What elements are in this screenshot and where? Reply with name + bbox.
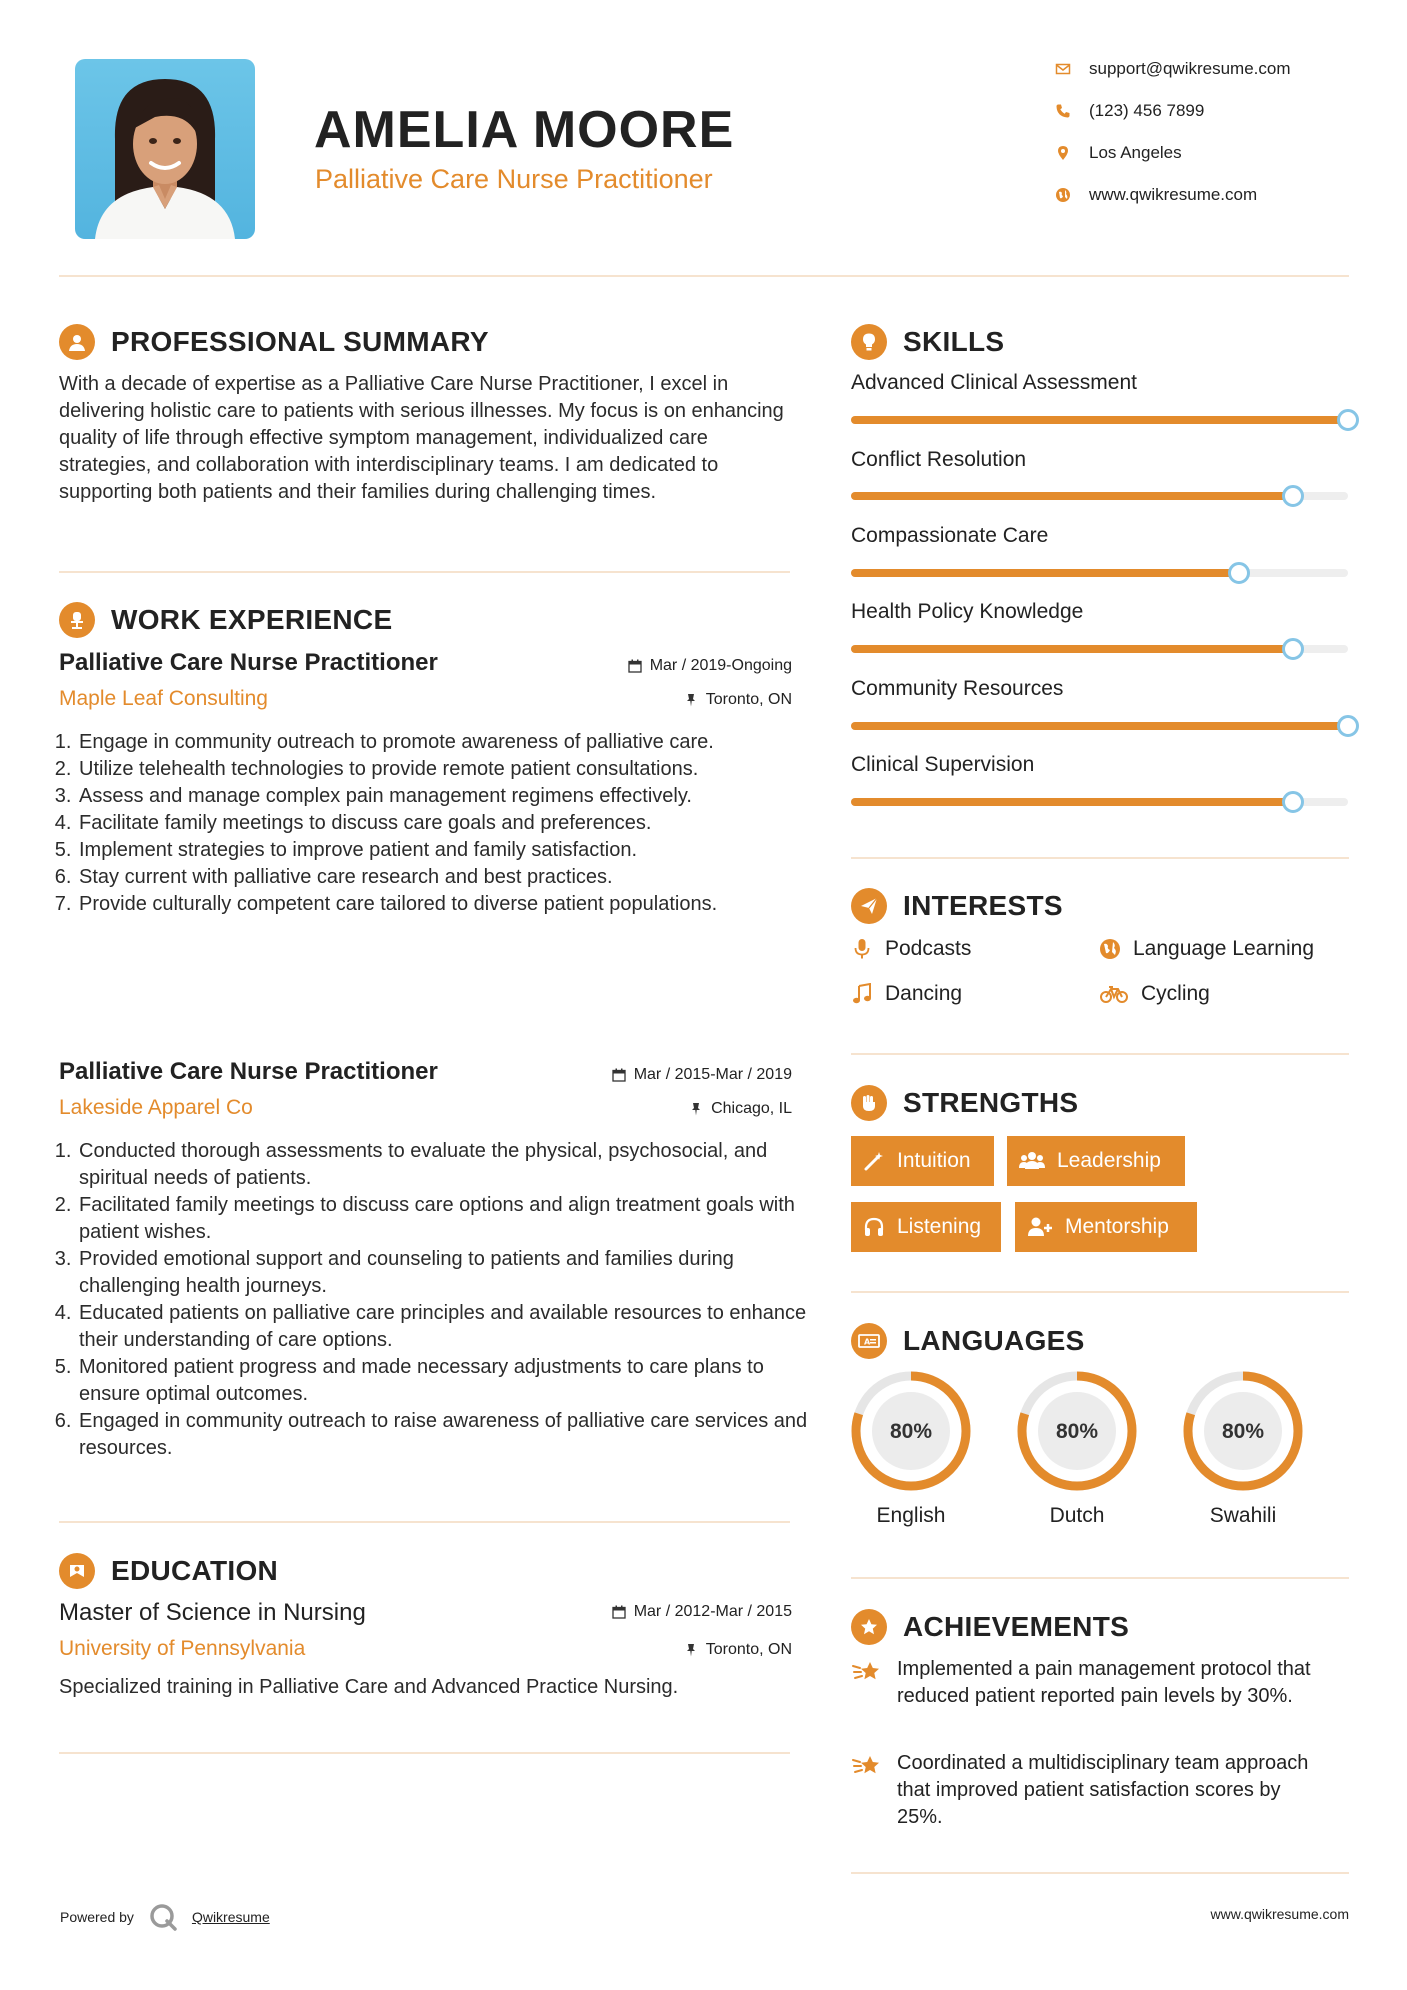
ring-percent: 80% [1221, 1420, 1265, 1443]
duty-item: 6. Engaged in community outreach to raise awareness of palliative care services and resources. [77, 1408, 809, 1462]
header-divider [59, 275, 1349, 277]
languages-title: LANGUAGES [903, 1325, 1085, 1356]
duty-item: 5. Monitored patient progress and made necessary adjustments to care plans to ensure optimal outcomes. [77, 1354, 809, 1408]
duty-item: 6. Stay current with palliative care research and best practices. [77, 864, 809, 891]
ring-percent: 80% [889, 1420, 933, 1443]
job-2-dates-text: Mar / 2015-Mar / 2019 [633, 1066, 792, 1083]
strength-badge-leadership [1007, 1136, 1185, 1186]
skill-name: Clinical Supervision [851, 753, 1035, 776]
skill-bar [851, 492, 1348, 500]
summary-text: With a decade of expertise as a Palliative Care Nurse Practitioner, I excel in delivering holistic care to patients with serious illnesses. My focus is on enhancing quality of life through effective symptom management, individualized care strategies, and collaboration with interdisciplinary teams. I am dedicated to supporting both patients and their families during challenging times. [59, 373, 784, 503]
education-location [684, 1641, 792, 1659]
job-2-title: Palliative Care Nurse Practitioner [59, 1058, 438, 1085]
summary-heading [59, 324, 489, 360]
globe-icon [1099, 938, 1121, 960]
skill-name: Conflict Resolution [851, 448, 1027, 471]
contact-email[interactable] [1055, 59, 1291, 79]
profile-photo [75, 59, 255, 239]
language-ring [1015, 1369, 1139, 1493]
job-1-dates [628, 657, 792, 675]
language-card-icon [851, 1323, 887, 1359]
pushpin-icon [689, 1102, 703, 1116]
contact-location-text: Los Angeles [1089, 143, 1182, 162]
interest-label: Cycling [1141, 982, 1210, 1005]
achievement-text: Implemented a pain management protocol that reduced patient reported pain levels by 30%. [897, 1658, 1311, 1707]
interest-label: Dancing [885, 982, 963, 1005]
strength-badge-mentorship [1015, 1202, 1197, 1252]
job-1-title: Palliative Care Nurse Practitioner [59, 649, 438, 676]
lightbulb-icon [851, 324, 887, 360]
calendar-icon [612, 1605, 626, 1619]
user-icon [59, 324, 95, 360]
pushpin-icon [684, 693, 698, 707]
skills-title: SKILLS [903, 326, 1005, 357]
contact-phone[interactable] [1055, 101, 1204, 121]
skill-bar [851, 798, 1348, 806]
strength-label: Intuition [897, 1149, 971, 1172]
language-name: Dutch [1049, 1504, 1105, 1527]
job-2-duties [59, 1138, 809, 1462]
svg-text:A: A [864, 1337, 871, 1347]
duty-item: 3. Assess and manage complex pain management regimens effectively. [77, 783, 809, 810]
footer-website[interactable]: www.qwikresume.com [1210, 1906, 1349, 1922]
skill-bar-fill [851, 569, 1239, 577]
education-degree: Master of Science in Nursing [59, 1599, 366, 1626]
summary-title: PROFESSIONAL SUMMARY [111, 326, 489, 357]
skill-bar [851, 722, 1348, 730]
job-1-duties [59, 729, 809, 918]
contact-location [1055, 143, 1182, 163]
chair-icon [59, 602, 95, 638]
user-plus-icon [1027, 1216, 1053, 1238]
experience-divider [59, 1521, 790, 1523]
star-badge-icon [851, 1609, 887, 1645]
envelope-icon [1055, 61, 1071, 77]
strength-label: Mentorship [1065, 1215, 1169, 1238]
skill-bar-fill [851, 722, 1348, 730]
candidate-title: Palliative Care Nurse Practitioner [315, 164, 713, 194]
strength-badge-listening [851, 1202, 1001, 1252]
skill-bar-knob [1337, 409, 1359, 431]
contact-website[interactable] [1055, 185, 1257, 205]
skill-bar-knob [1282, 791, 1304, 813]
strength-badge-intuition [851, 1136, 994, 1186]
skill-name: Community Resources [851, 677, 1064, 700]
skill-bar [851, 416, 1348, 424]
skills-heading [851, 324, 1004, 360]
skill-bar-fill [851, 798, 1293, 806]
microphone-icon [851, 938, 873, 960]
job-2-location-text: Chicago, IL [711, 1100, 792, 1117]
skill-bar-fill [851, 645, 1293, 653]
skill-name: Health Policy Knowledge [851, 600, 1084, 623]
language-ring [849, 1369, 973, 1493]
users-icon [1019, 1150, 1045, 1172]
contact-email-text: support@qwikresume.com [1089, 59, 1291, 78]
achievements-divider [851, 1872, 1349, 1874]
candidate-name: AMELIA MOORE [314, 101, 735, 159]
education-school: University of Pennsylvania [59, 1637, 306, 1660]
skills-divider [851, 857, 1349, 859]
strength-label: Leadership [1057, 1149, 1161, 1172]
language-name: English [876, 1504, 946, 1527]
achievements-title: ACHIEVEMENTS [903, 1611, 1130, 1642]
interest-language-learning [1099, 937, 1314, 961]
job-1-location-text: Toronto, ON [705, 691, 792, 708]
skill-bar [851, 645, 1348, 653]
duty-item: 5. Implement strategies to improve patient and family satisfaction. [77, 837, 809, 864]
paper-plane-icon [851, 888, 887, 924]
achievements-heading [851, 1609, 1129, 1645]
strength-label: Listening [897, 1215, 982, 1238]
experience-heading [59, 602, 392, 638]
skill-bar-knob [1282, 638, 1304, 660]
languages-heading [851, 1323, 1085, 1359]
job-1-location [684, 691, 792, 709]
interest-dancing [851, 982, 962, 1006]
job-1-company: Maple Leaf Consulting [59, 687, 268, 710]
interests-heading [851, 888, 1063, 924]
interest-label: Language Learning [1133, 937, 1315, 960]
achievement-text: Coordinated a multidisciplinary team approach that improved patient satisfaction scores by 25%. [897, 1752, 1309, 1828]
education-dates [612, 1603, 792, 1621]
globe-icon [1055, 187, 1071, 203]
duty-item: 4. Facilitate family meetings to discuss care goals and preferences. [77, 810, 809, 837]
job-2-dates [612, 1066, 792, 1084]
languages-divider [851, 1577, 1349, 1579]
job-2-company: Lakeside Apparel Co [59, 1096, 253, 1119]
education-description: Specialized training in Palliative Care and Advanced Practice Nursing. [59, 1676, 679, 1698]
duty-item: 1. Conducted thorough assessments to evaluate the physical, psychosocial, and spiritual needs of patients. [77, 1138, 809, 1192]
fist-icon [851, 1085, 887, 1121]
education-heading [59, 1553, 278, 1589]
map-pin-icon [1055, 145, 1071, 161]
achievement-item [851, 1656, 1321, 1710]
interest-podcasts [851, 937, 971, 961]
shooting-star-icon [851, 1656, 883, 1688]
summary-divider [59, 571, 790, 573]
education-dates-text: Mar / 2012-Mar / 2015 [633, 1603, 792, 1620]
calendar-icon [628, 659, 642, 673]
skill-bar-knob [1282, 485, 1304, 507]
skill-bar-knob [1337, 715, 1359, 737]
skill-bar [851, 569, 1348, 577]
contact-website-text: www.qwikresume.com [1089, 185, 1258, 204]
duty-item: 2. Utilize telehealth technologies to provide remote patient consultations. [77, 756, 809, 783]
strengths-divider [851, 1291, 1349, 1293]
skill-bar-knob [1228, 562, 1250, 584]
experience-title: WORK EXPERIENCE [111, 604, 393, 635]
skill-bar-fill [851, 416, 1348, 424]
pushpin-icon [684, 1643, 698, 1657]
powered-by-text: Powered by [60, 1909, 134, 1925]
contact-phone-text: (123) 456 7899 [1089, 101, 1205, 120]
education-location-text: Toronto, ON [705, 1641, 792, 1658]
shooting-star-icon [851, 1750, 883, 1782]
interest-label: Podcasts [885, 937, 972, 960]
qwikresume-link[interactable]: Qwikresume [191, 1909, 270, 1925]
qwikresume-logo-icon [148, 1902, 178, 1932]
interest-cycling [1099, 982, 1210, 1006]
footer-powered-by [60, 1902, 270, 1932]
ring-percent: 80% [1055, 1420, 1099, 1443]
duty-item: 3. Provided emotional support and counseling to patients and families during challenging health journeys. [77, 1246, 809, 1300]
job-2-location [689, 1100, 792, 1118]
graduation-icon [59, 1553, 95, 1589]
skill-bar-fill [851, 492, 1293, 500]
education-title: EDUCATION [111, 1555, 279, 1586]
achievement-item [851, 1750, 1321, 1831]
headphones-icon [863, 1216, 885, 1238]
magic-wand-icon [863, 1150, 885, 1172]
skill-name: Compassionate Care [851, 524, 1049, 547]
calendar-icon [612, 1068, 626, 1082]
skill-name: Advanced Clinical Assessment [851, 371, 1137, 394]
language-ring [1181, 1369, 1305, 1493]
job-1-dates-text: Mar / 2019-Ongoing [649, 657, 792, 674]
phone-icon [1055, 103, 1071, 119]
bicycle-icon [1099, 983, 1129, 1005]
strengths-heading [851, 1085, 1078, 1121]
language-name: Swahili [1209, 1504, 1277, 1527]
strengths-title: STRENGTHS [903, 1087, 1079, 1118]
duty-item: 7. Provide culturally competent care tailored to diverse patient populations. [77, 891, 809, 918]
duty-item: 1. Engage in community outreach to promote awareness of palliative care. [77, 729, 809, 756]
duty-item: 4. Educated patients on palliative care principles and available resources to enhance their understanding of care options. [77, 1300, 809, 1354]
interests-divider [851, 1053, 1349, 1055]
duty-item: 2. Facilitated family meetings to discuss care options and align treatment goals with patient wishes. [77, 1192, 809, 1246]
music-note-icon [851, 983, 873, 1005]
interests-title: INTERESTS [903, 890, 1063, 921]
education-divider [59, 1752, 790, 1754]
